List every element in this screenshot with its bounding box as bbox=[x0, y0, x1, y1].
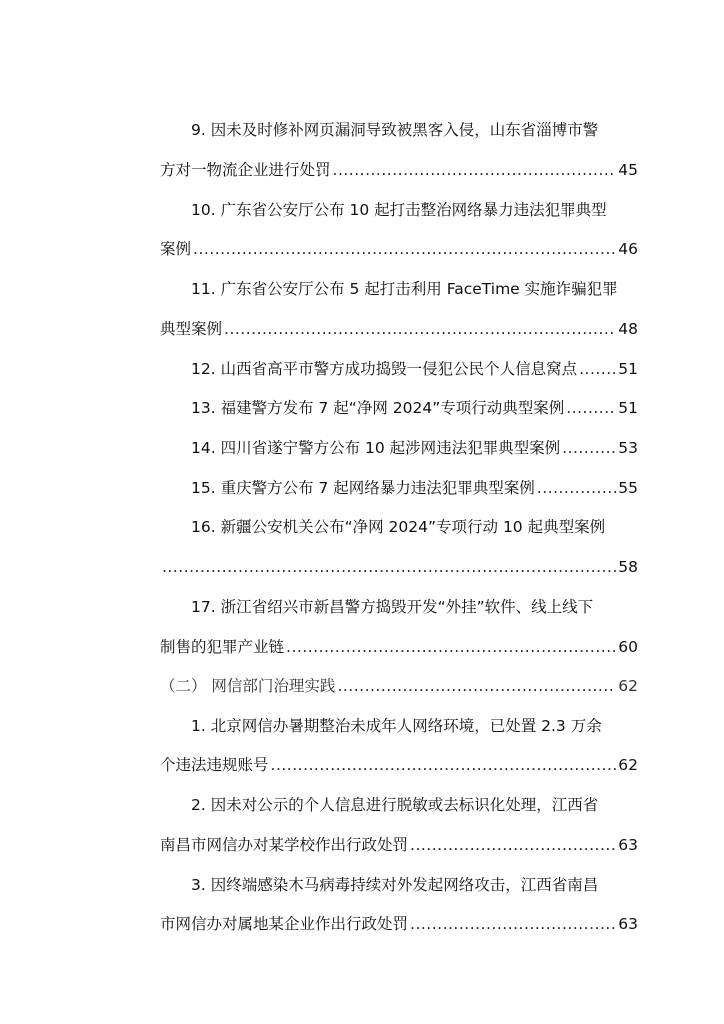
toc-entry-16[interactable] bbox=[160, 554, 638, 580]
toc-entry-n2[interactable] bbox=[160, 832, 638, 858]
leader-dots bbox=[410, 832, 616, 858]
toc-entry-title: 15. 重庆警方公布 7 起网络暴力违法犯罪典型案例 bbox=[191, 479, 535, 497]
leader-dots bbox=[410, 911, 616, 937]
toc-entry-11-line1: 11. 广东省公安厅公布 5 起打击利用 FaceTime 实施诈骗犯罪 bbox=[191, 280, 618, 298]
page-number: 55 bbox=[618, 479, 638, 497]
page-number: 51 bbox=[618, 360, 638, 378]
toc-entry-title: 14. 四川省遂宁警方公布 10 起涉网违法犯罪典型案例 bbox=[191, 439, 561, 457]
toc-entry-n2-line1: 2. 因未对公示的个人信息进行脱敏或去标识化处理，江西省 bbox=[191, 796, 599, 814]
toc-entry-n3[interactable] bbox=[160, 911, 638, 937]
page-number: 62 bbox=[618, 756, 638, 774]
leader-dots bbox=[566, 395, 616, 421]
toc-entry-17[interactable] bbox=[160, 634, 638, 660]
page-number: 62 bbox=[618, 677, 638, 695]
toc-section-2[interactable] bbox=[160, 673, 638, 699]
toc-entry-n3-line1: 3. 因终端感染木马病毒持续对外发起网络攻击，江西省南昌 bbox=[191, 876, 599, 894]
toc-entry-16-line1: 16. 新疆公安机关公布“净网 2024”专项行动 10 起典型案例 bbox=[191, 518, 606, 536]
toc-entry-n1[interactable] bbox=[160, 752, 638, 778]
toc-entry-10-line1: 10. 广东省公安厅公布 10 起打击整治网络暴力违法犯罪典型 bbox=[191, 201, 607, 219]
toc-entry-15[interactable] bbox=[160, 475, 638, 501]
toc-entry-n1-line1: 1. 北京网信办暑期整治未成年人网络环境，已处置 2.3 万余 bbox=[191, 717, 602, 735]
leader-dots bbox=[271, 752, 617, 778]
toc-entry-11[interactable] bbox=[160, 316, 638, 342]
page-number: 51 bbox=[618, 399, 638, 417]
leader-dots bbox=[286, 634, 616, 660]
page-number: 53 bbox=[618, 439, 638, 457]
leader-dots bbox=[162, 554, 616, 580]
leader-dots bbox=[193, 236, 616, 262]
toc-entry-title: 13. 福建警方发布 7 起“净网 2024”专项行动典型案例 bbox=[191, 399, 565, 417]
leader-dots bbox=[337, 673, 616, 699]
page-number: 63 bbox=[618, 915, 638, 933]
toc-entry-9-line1: 9. 因未及时修补网页漏洞导致被黑客入侵，山东省淄博市警 bbox=[191, 121, 599, 139]
page-number: 48 bbox=[618, 320, 638, 338]
toc-entry-10[interactable] bbox=[160, 236, 638, 262]
toc-entry-title: 个违法违规账号 bbox=[160, 756, 269, 774]
leader-dots bbox=[562, 435, 616, 461]
toc-section-title: （二） 网信部门治理实践 bbox=[160, 677, 336, 695]
page-number: 58 bbox=[618, 558, 638, 576]
toc-entry-title: 方对一物流企业进行处罚 bbox=[160, 161, 331, 179]
page-number: 46 bbox=[618, 240, 638, 258]
toc-entry-17-line1: 17. 浙江省绍兴市新昌警方捣毁开发“外挂”软件、线上线下 bbox=[191, 598, 594, 616]
toc-entry-title: 典型案例 bbox=[160, 320, 223, 338]
toc-entry-14[interactable] bbox=[160, 435, 638, 461]
page-number: 45 bbox=[618, 161, 638, 179]
toc-entry-13[interactable] bbox=[160, 395, 638, 421]
toc-entry-title: 案例 bbox=[160, 240, 192, 258]
leader-dots bbox=[537, 475, 616, 501]
leader-dots bbox=[333, 157, 617, 183]
toc-entry-9[interactable] bbox=[160, 157, 638, 183]
page-number: 60 bbox=[618, 638, 638, 656]
toc-entry-title: 市网信办对属地某企业作出行政处罚 bbox=[160, 915, 409, 933]
toc-entry-12[interactable] bbox=[160, 356, 638, 382]
leader-dots bbox=[224, 316, 616, 342]
page-number: 63 bbox=[618, 836, 638, 854]
toc-entry-title: 制售的犯罪产业链 bbox=[160, 638, 285, 656]
toc-entry-title: 12. 山西省高平市警方成功捣毁一侵犯公民个人信息窝点 bbox=[191, 360, 578, 378]
leader-dots bbox=[579, 356, 616, 382]
toc-entry-title: 南昌市网信办对某学校作出行政处罚 bbox=[160, 836, 409, 854]
